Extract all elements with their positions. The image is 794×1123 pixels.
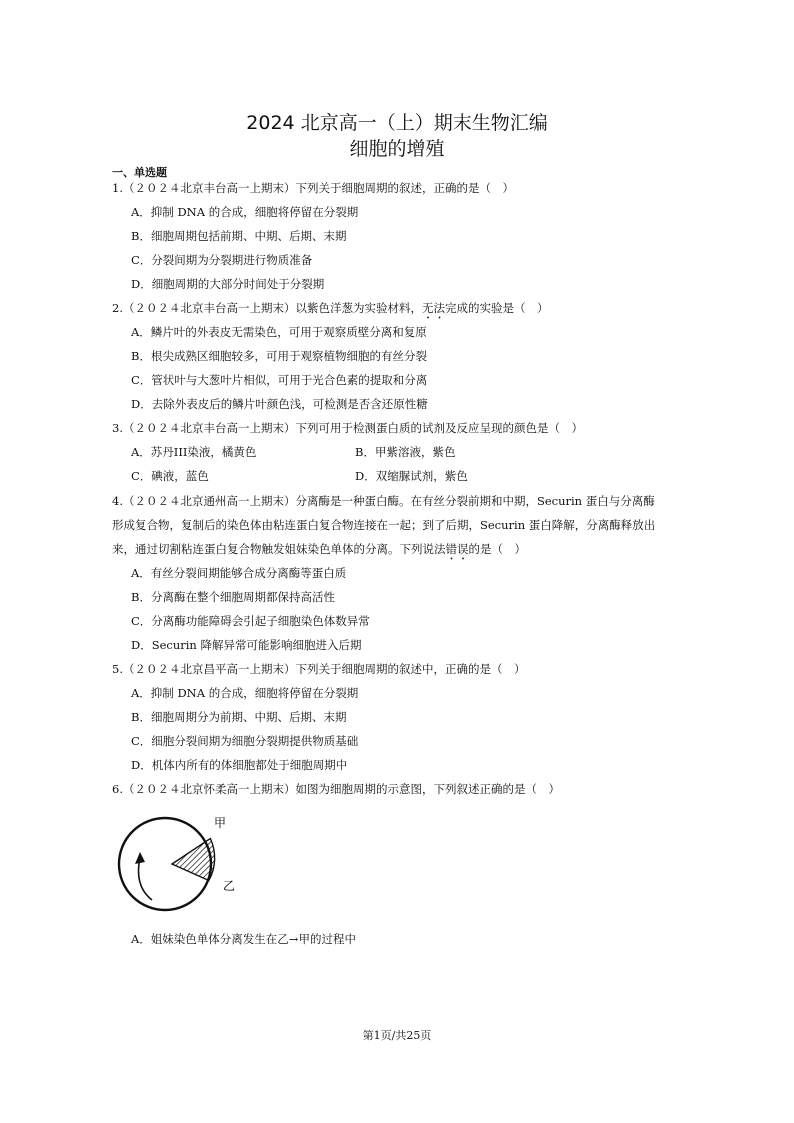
question-2-stem-emphasis: 无法 bbox=[421, 301, 445, 315]
question-4-stem-pre: 来，通过切割粘连蛋白复合物触发姐妹染色单体的分离。下列说法 bbox=[112, 542, 446, 556]
question-5-option-c: C．细胞分裂间期为细胞分裂期提供物质基础 bbox=[131, 734, 359, 748]
page-footer: 第1页/共25页 bbox=[362, 1029, 432, 1042]
question-4-stem-emphasis: 错误 bbox=[445, 542, 469, 556]
question-4-option-b: B．分离酶在整个细胞周期都保持高活性 bbox=[131, 590, 335, 604]
question-3-option-b: B．甲紫溶液，紫色 bbox=[355, 445, 456, 459]
question-4-option-c: C．分离酶功能障碍会引起子细胞染色体数异常 bbox=[131, 614, 370, 628]
question-2-stem-pre: 2.（２０２４北京丰台高一上期末）以紫色洋葱为实验材料， bbox=[112, 301, 422, 315]
question-2-stem bbox=[112, 300, 548, 322]
question-4-stem-line3 bbox=[112, 541, 526, 563]
question-3-stem: 3.（２０２４北京丰台高一上期末）下列可用于检测蛋白质的试剂及反应呈现的颜色是（ ） bbox=[112, 421, 583, 435]
cell-cycle-diagram bbox=[110, 812, 250, 922]
question-1-stem: 1.（２０２４北京丰台高一上期末）下列关于细胞周期的叙述，正确的是（ ） bbox=[112, 181, 514, 195]
question-2-option-c: C．管状叶与大葱叶片相似，可用于光合色素的提取和分离 bbox=[131, 373, 428, 387]
question-1-option-b: B．细胞周期包括前期、中期、后期、末期 bbox=[131, 229, 347, 243]
question-6-stem: 6.（２０２４北京怀柔高一上期末）如图为细胞周期的示意图，下列叙述正确的是（ ） bbox=[112, 782, 560, 796]
question-5-option-b: B．细胞周期分为前期、中期、后期、末期 bbox=[131, 710, 347, 724]
question-1-option-d: D．细胞周期的大部分时间处于分裂期 bbox=[131, 277, 325, 291]
question-4-stem-line2: 形成复合物，复制后的染色体由粘连蛋白复合物连接在一起；到了后期，Securin 蛋白降解，分离酶释放出 bbox=[112, 518, 656, 532]
label-jia: 甲 bbox=[214, 816, 227, 830]
document-title: 2024 北京高一（上）期末生物汇编 bbox=[246, 112, 548, 134]
question-4-stem-post: 的是（ ） bbox=[468, 542, 526, 556]
question-3-option-d: D．双缩脲试剂，紫色 bbox=[355, 469, 468, 483]
question-1-option-a: A．抑制 DNA 的合成，细胞将停留在分裂期 bbox=[131, 205, 359, 219]
question-4-option-d: D．Securin 降解异常可能影响细胞进入后期 bbox=[131, 638, 362, 652]
question-1-option-c: C．分裂间期为分裂期进行物质准备 bbox=[131, 253, 313, 267]
question-5-option-a: A．抑制 DNA 的合成，细胞将停留在分裂期 bbox=[131, 686, 359, 700]
question-2-option-a: A．鳞片叶的外表皮无需染色，可用于观察质壁分离和复原 bbox=[131, 325, 427, 339]
question-2-option-b: B．根尖成熟区细胞较多，可用于观察植物细胞的有丝分裂 bbox=[131, 349, 427, 363]
question-2-stem-post: 完成的实验是（ ） bbox=[444, 301, 549, 315]
question-3-option-c: C．碘液，蓝色 bbox=[131, 469, 209, 483]
question-2-option-d: D．去除外表皮后的鳞片叶颜色浅，可检测是否含还原性糖 bbox=[131, 397, 428, 411]
question-5-option-d: D．机体内所有的体细胞都处于细胞周期中 bbox=[131, 758, 348, 772]
question-4-stem-line1: 4.（２０２４北京通州高一上期末）分离酶是一种蛋白酶。在有丝分裂前期和中期，Securin 蛋白与分离酶 bbox=[112, 494, 655, 508]
document-subtitle: 细胞的增殖 bbox=[349, 138, 445, 160]
label-yi: 乙 bbox=[223, 879, 236, 893]
question-4-option-a: A．有丝分裂间期能够合成分离酶等蛋白质 bbox=[131, 566, 347, 580]
question-5-stem: 5.（２０２４北京昌平高一上期末）下列关于细胞周期的叙述中，正确的是（ ） bbox=[112, 662, 526, 676]
section-heading: 一、单选题 bbox=[112, 166, 167, 179]
question-6-option-a: A．姐妹染色单体分离发生在乙→甲的过程中 bbox=[131, 932, 356, 946]
question-3-option-a: A．苏丹III染液，橘黄色 bbox=[131, 445, 257, 459]
